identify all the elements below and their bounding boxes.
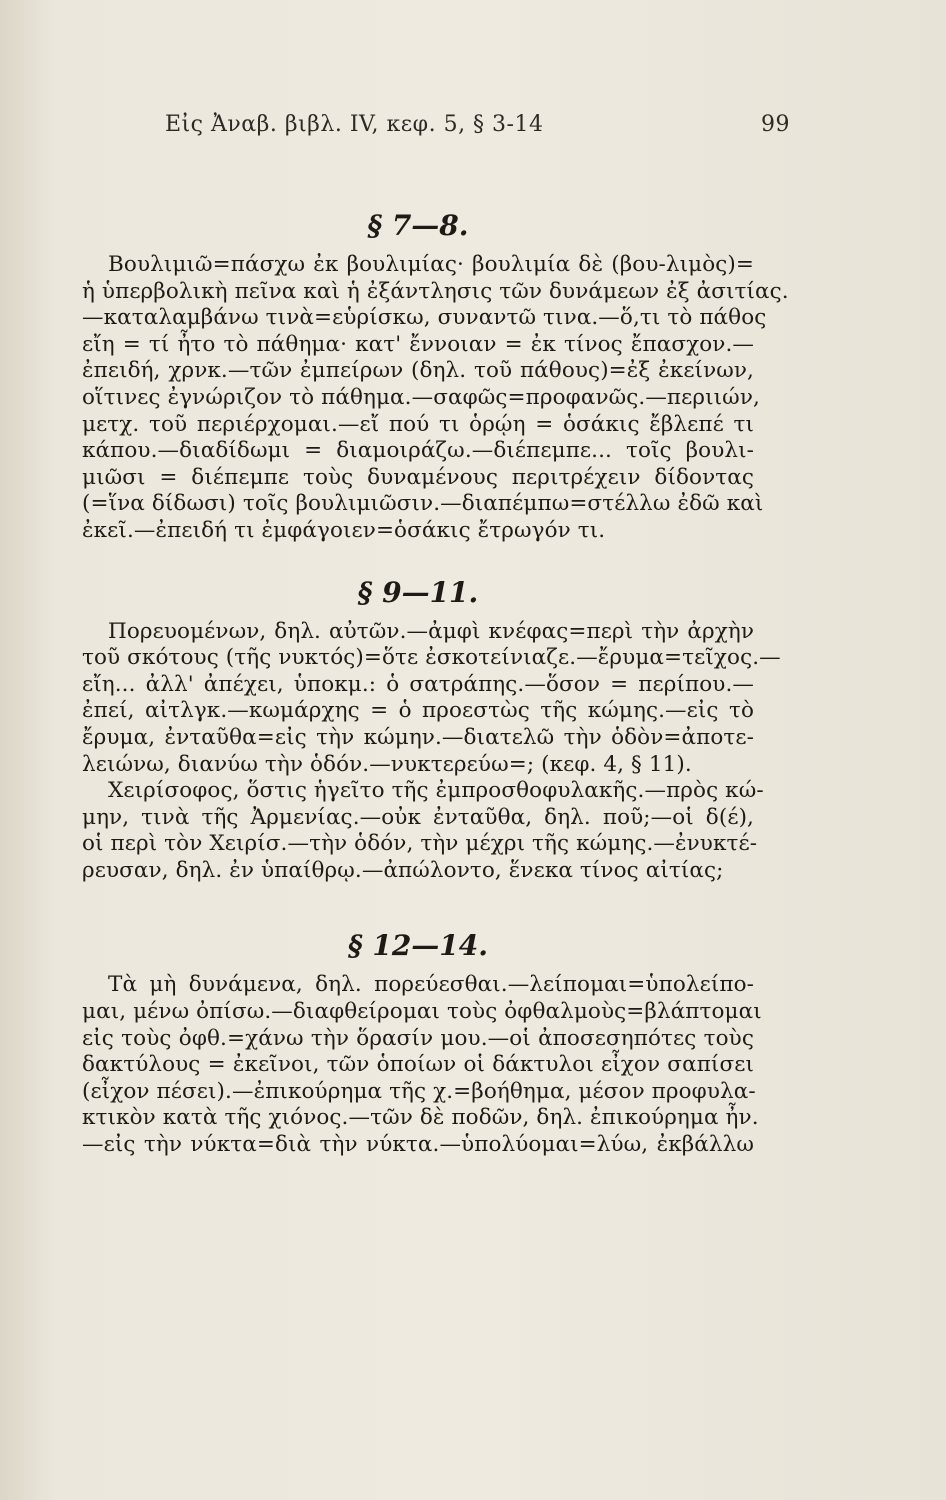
text-line: ἔρυμα, ἐνταῦθα=εἰς τὴν κώμην.—διατελῶ τὴν ὁδὸν=ἀποτε- xyxy=(82,724,754,750)
section-heading-7-8: § 7—8. xyxy=(367,209,469,242)
section-heading-12-14: § 12—14. xyxy=(347,929,489,963)
text-line: κάπου.—διαδίδωμι = διαμοιράζω.—διέπεμπε... τοῖς βουλι- xyxy=(82,438,754,464)
text-line: (εἶχον πέσει).—ἐπικούρημα τῆς χ.=βοήθημα, μέσον προφυλα- xyxy=(82,1078,756,1104)
text-line: λειώνω, διανύω τὴν ὁδόν.—νυκτερεύω=; (κεφ. 4, § 11). xyxy=(82,751,692,777)
text-line: ἐπεί, αἰτλγκ.—κωμάρχης = ὁ προεστὼς τῆς κώμης.—εἰς τὸ xyxy=(82,698,754,724)
text-line: οἵτινες ἐγνώριζον τὸ πάθημα.—σαφῶς=προφανῶς.—περιιών, xyxy=(82,384,760,410)
text-line: —εἰς τὴν νύκτα=διὰ τὴν νύκτα.—ὑπολύομαι=λύω, ἐκβάλλω xyxy=(82,1132,754,1158)
page-number: 99 xyxy=(761,112,790,137)
section-text-9-11 xyxy=(82,618,781,885)
text-line: μετχ. τοῦ περιέρχομαι.—εἴ πού τι ὁρῴη = ὁσάκις ἔβλεπέ τι xyxy=(82,411,754,437)
text-line: μην, τινὰ τῆς Ἀρμενίας.—οὐκ ἐνταῦθα, δηλ. ποῦ;—οἱ δ(έ), xyxy=(82,804,754,830)
section-heading-9-11: § 9—11. xyxy=(357,575,479,609)
text-line: οἱ περὶ τὸν Χειρίσ.—τὴν ὁδόν, τὴν μέχρι τῆς κώμης.—ἐνυκτέ- xyxy=(82,831,758,857)
running-title: Εἰς Ἀναβ. βιβλ. IV, κεφ. 5, § 3-14 xyxy=(165,112,544,137)
text-line: ρευσαν, δηλ. ἐν ὑπαίθρῳ.—ἀπώλοντο, ἕνεκα τίνος αἰτίας; xyxy=(82,857,724,883)
section-text-12-14 xyxy=(82,972,762,1158)
text-line: Τὰ μὴ δυνάμενα, δηλ. πορεύεσθαι.—λείπομαι=ὑπολείπο- xyxy=(108,972,754,998)
text-line: ἐπειδή, χρνκ.—τῶν ἐμπείρων (δηλ. τοῦ πάθους)=ἐξ ἐκείνων, xyxy=(82,358,754,384)
text-line: εἰς τοὺς ὀφθ.=χάνω τὴν ὅρασίν μου.—οἱ ἀποσεσηπότες τοὺς xyxy=(82,1025,754,1051)
text-line: δακτύλους = ἐκεῖνοι, τῶν ὁποίων οἱ δάκτυλοι εἶχον σαπίσει xyxy=(82,1052,754,1078)
section-text-7-8 xyxy=(82,252,789,545)
text-line: (=ἵνα δίδωσι) τοῖς βουλιμιῶσιν.—διαπέμπω=στέλλω ἐδῶ καὶ xyxy=(82,491,764,517)
text-line: εἴη = τί ἦτο τὸ πάθημα· κατ' ἔννοιαν = ἐκ τίνος ἔπασχον.— xyxy=(82,331,754,357)
text-line: —καταλαμβάνω τινὰ=εὑρίσκω, συναντῶ τινα.—ὅ,τι τὸ πάθος xyxy=(82,305,767,331)
text-line: ἐκεῖ.—ἐπειδή τι ἐμφάγοιεν=ὁσάκις ἔτρωγόν τι. xyxy=(82,517,606,543)
page-body xyxy=(82,200,789,1159)
text-line: εἴη... ἀλλ' ἀπέχει, ὑποκμ.: ὁ σατράπης.—ὅσον = περίπου.— xyxy=(82,671,754,697)
text-line: τοῦ σκότους (τῆς νυκτός)=ὅτε ἐσκοτείνιαζε.—ἔρυμα=τεῖχος.— xyxy=(82,645,781,671)
text-line: μιῶσι = διέπεμπε τοὺς δυναμένους περιτρέχειν δίδοντας xyxy=(82,464,754,490)
text-line: Πορευομένων, δηλ. αὐτῶν.—ἀμφὶ κνέφας=περὶ τὴν ἀρχὴν xyxy=(108,618,754,644)
text-line: Βουλιμιῶ=πάσχω ἐκ βουλιμίας· βουλιμία δὲ (βου-λιμὸς)= xyxy=(108,252,754,277)
text-line: ἡ ὑπερβολικὴ πεῖνα καὶ ἡ ἐξάντλησις τῶν δυνάμεων ἐξ ἀσιτίας. xyxy=(82,278,789,304)
text-line: κτικὸν κατὰ τῆς χιόνος.—τῶν δὲ ποδῶν, δηλ. ἐπικούρημα ἦν. xyxy=(82,1105,759,1131)
text-line: Χειρίσοφος, ὅστις ἡγεῖτο τῆς ἐμπροσθοφυλακῆς.—πρὸς κώ- xyxy=(108,778,764,804)
text-line: μαι, μένω ὀπίσω.—διαφθείρομαι τοὺς ὀφθαλμοὺς=βλάπτομαι xyxy=(82,999,762,1025)
